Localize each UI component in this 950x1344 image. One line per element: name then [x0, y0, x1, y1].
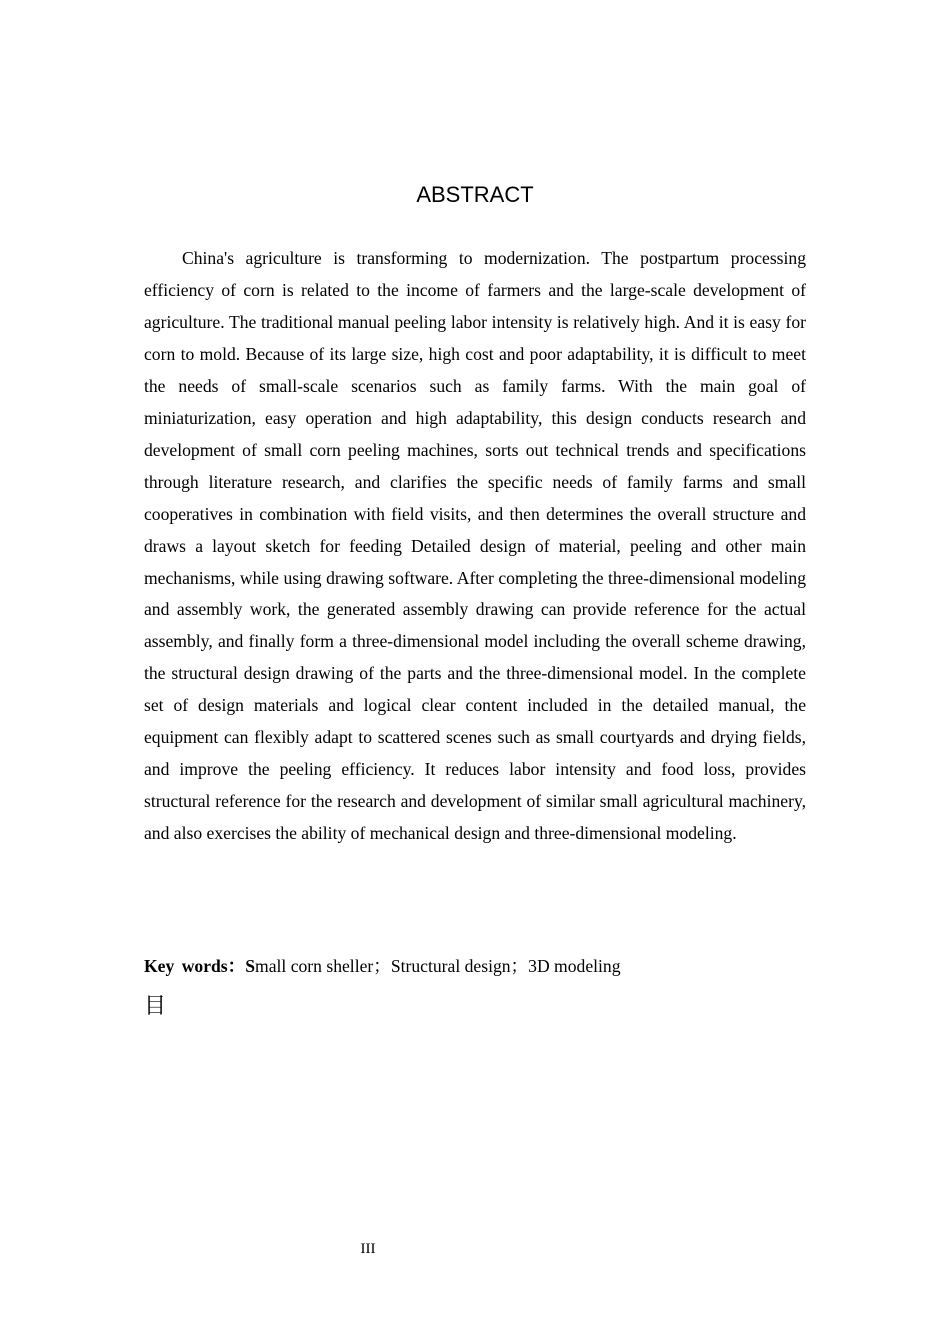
keywords-first-letter: S — [245, 956, 256, 976]
abstract-body: China's agriculture is transforming to modernization. The postpartum processing efficiency of corn is related to the income of farmers and the large-scale development of agriculture. The traditional manual peeling labor intensity is relatively high. And it is easy for corn to mold. Because of its large size, high cost and poor adaptability, it is difficult to meet the needs of small-scale scenarios such as family farms. With the main goal of miniaturization, easy operation and high adaptability, this design conducts research and development of small corn peeling machines, sorts out technical trends and specifications through literature research, and clarifies the specific needs of family farms and small cooperatives in combination with field visits, and then determines the overall structure and draws a layout sketch for feeding Detailed design of material, peeling and other main mechanisms, while using drawing software. After completing the three-dimensional modeling and assembly work, the generated assembly drawing can provide reference for the actual assembly, and finally form a three-dimensional model including the overall scheme drawing, the structural design drawing of the parts and the three-dimensional model. In the complete set of design materials and logical clear content included in the detailed manual, the equipment can flexibly adapt to scattered scenes such as small courtyards and drying fields, and improve the peeling efficiency. It reduces labor intensity and food loss, provides structural reference for the research and development of similar small agricultural machinery, and also exercises the ability of mechanical design and three-dimensional modeling. — [144, 248, 806, 844]
keywords-label: Key words： — [144, 956, 246, 976]
toc-heading-fragment: 目 — [144, 994, 167, 1019]
keywords-text: mall corn sheller；Structural design；3D modeling — [255, 956, 621, 976]
page-number: III — [360, 1241, 376, 1257]
abstract-title: ABSTRACT — [416, 182, 534, 207]
keywords-line — [144, 951, 806, 981]
